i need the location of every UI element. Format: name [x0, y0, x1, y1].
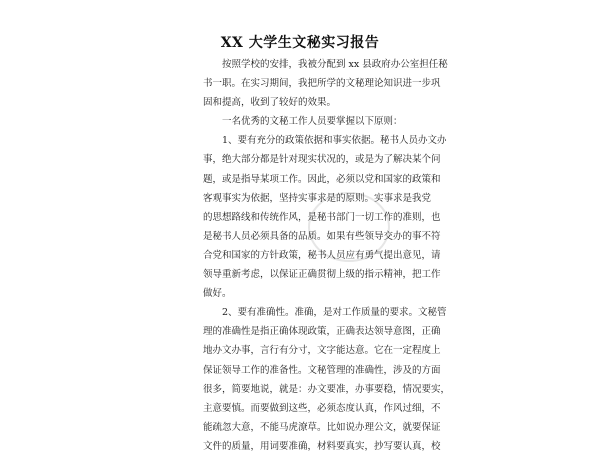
document-title: XX 大学生文秘实习报告 [220, 35, 380, 51]
body-line: 一名优秀的文秘工作人员要掌握以下原则： [222, 116, 403, 128]
body-line: 的思想路线和传统作风，是秘书部门一切工作的准则，也 [203, 211, 441, 223]
body-line: 客观事实为依据，坚持实事求是的原则。实事求是我党 [203, 192, 432, 204]
body-line: 做好。 [203, 288, 232, 300]
body-line: 按照学校的安排，我被分配到 xx 县政府办公室担任秘 [222, 59, 448, 70]
body-line: 能疏忽大意，不能马虎潦草。比如说办理公文，就要保证 [203, 421, 441, 433]
document-body [203, 55, 451, 456]
body-line: 地办文办事，言行有分寸，文字能达意。它在一定程度上 [203, 345, 441, 357]
body-line: 领导重新考虑，以保证正确贯彻上级的指示精神，把工作 [203, 269, 441, 281]
body-line: 书一职。在实习期间，我把所学的文秘理论知识进一步巩 [203, 78, 441, 90]
body-line: 保证领导工作的准备性。文秘管理的准确性，涉及的方面 [203, 364, 441, 376]
body-line: 很多，简要地说，就是：办文要准，办事要稳，情况要实， [203, 383, 451, 395]
body-line: 题，或是指导某项工作。因此，必须以党和国家的政策和 [203, 173, 441, 185]
body-line: 合党和国家的方针政策，秘书人员应有勇气提出意见，请 [203, 249, 441, 261]
body-line: 理的准确性是指正确体现政策，正确表达领导意图，正确 [203, 326, 441, 338]
body-line: 文件的质量，用词要准确，材料要真实，抄写要认真，校 [203, 440, 441, 452]
body-line: 固和提高，收到了较好的效果。 [203, 97, 337, 109]
body-line: 1、要有充分的政策依据和事实依据。秘书人员办文办 [222, 135, 447, 147]
body-line: 事，绝大部分都是针对现实状况的，或是为了解决某个问 [203, 154, 441, 166]
body-line: 2、要有准确性。准确，是对工作质量的要求。文秘管 [222, 307, 447, 319]
body-line: 是秘书人员必须具备的品质。如果有些领导交办的事不符 [203, 230, 441, 242]
body-line: 主意要慎。而要做到这些，必须态度认真，作风过细，不 [203, 402, 441, 414]
